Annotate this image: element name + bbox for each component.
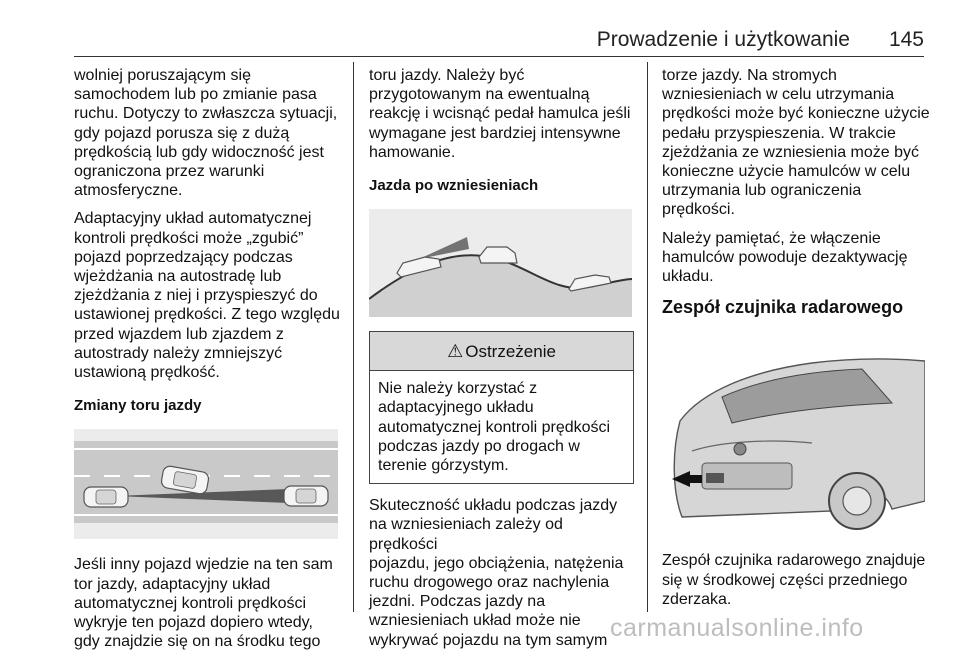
header-rule (74, 56, 924, 57)
col1-paragraph-1: wolniej poruszającym się samochodem lub po zmianie pasa ruchu. Dotyczy to zwłaszcza sytuacji, gdy pojazd porusza się z dużą prędkością lub gdy widoczność jest ograniczona przez warunki atmosferyczne. (74, 67, 338, 200)
col3-paragraph-1: torze jazdy. Na stromych wzniesieniach w celu utrzymania prędkości może być konieczne użycie pedału przyspieszenia. W trakcie zjeżdżania ze wzniesienia może być konieczne użycie hamulców w celu utrzymania lub ograniczenia prędkości. (662, 67, 930, 219)
warning-title: Ostrzeżenie (465, 341, 556, 361)
col1-paragraph-3: Jeśli inny pojazd wjedzie na ten sam tor jazdy, adaptacyjny układ automatycznej kontroli prędkości wykryje ten pojazd dopiero wtedy, gdy znajdzie się on na środku tego (74, 556, 333, 651)
lane-change-illustration (74, 429, 338, 539)
car-icon (284, 486, 328, 506)
column-3 (662, 66, 932, 618)
page-header (0, 26, 960, 56)
hill-driving-illustration (369, 209, 632, 317)
lane-change-subheading: Zmiany toru jazdy (74, 397, 202, 415)
header-title: Prowadzenie i użytkowanie (596, 28, 850, 51)
col3-paragraph-3: Zespół czujnika radarowego znajduje się w środkowej części przedniego zderzaka. (662, 552, 926, 608)
page-number: 145 (888, 28, 924, 51)
hills-subheading: Jazda po wzniesieniach (369, 177, 539, 195)
car-icon (84, 487, 128, 507)
col1-paragraph-2: Adaptacyjny układ automatycznej kontroli prędkości może „zgubić” pojazd poprzedzający podczas wjeżdżania na autostradę lub zjeżdżania z niej i przyspieszyć do ustawionej prędkości. Z tego względu przed wjazdem lub zjazdem z autostrady należy zmniejszyć ustawioną prędkość. (74, 210, 340, 382)
warning-header (370, 332, 633, 371)
radar-sensor-marker (706, 473, 724, 483)
column-1 (74, 66, 344, 660)
radar-sensor-car-illustration (662, 331, 925, 541)
column-divider-1 (353, 62, 354, 612)
warning-body: Nie należy korzystać z adaptacyjnego układu automatycznej kontroli prędkości podczas jazdy po drogach w terenie górzystym. (378, 380, 611, 475)
column-2 (369, 66, 634, 659)
radar-sensor-heading: Zespół czujnika radarowego (662, 297, 904, 318)
column-divider-2 (647, 62, 648, 612)
watermark: carmanualsonline.info (610, 614, 864, 642)
col2-paragraph-1: toru jazdy. Należy być przygotowanym na ewentualną reakcję i wcisnąć pedał hamulca jeśli wymagane jest bardziej intensywne hamowanie. (369, 67, 631, 161)
warning-box (369, 331, 634, 484)
warning-triangle-icon: ⚠ (447, 340, 464, 361)
col2-paragraph-2: Skuteczność układu podczas jazdy na wzniesieniach zależy od prędkości pojazdu, jego obciążenia, natężenia ruchu drogowego oraz nachylenia jezdni. Podczas jazdy na wzniesieniach układ może nie wykrywać pojazdu na tym samym (369, 497, 624, 649)
col3-paragraph-2: Należy pamiętać, że włączenie hamulców powoduje dezaktywację układu. (662, 229, 908, 286)
